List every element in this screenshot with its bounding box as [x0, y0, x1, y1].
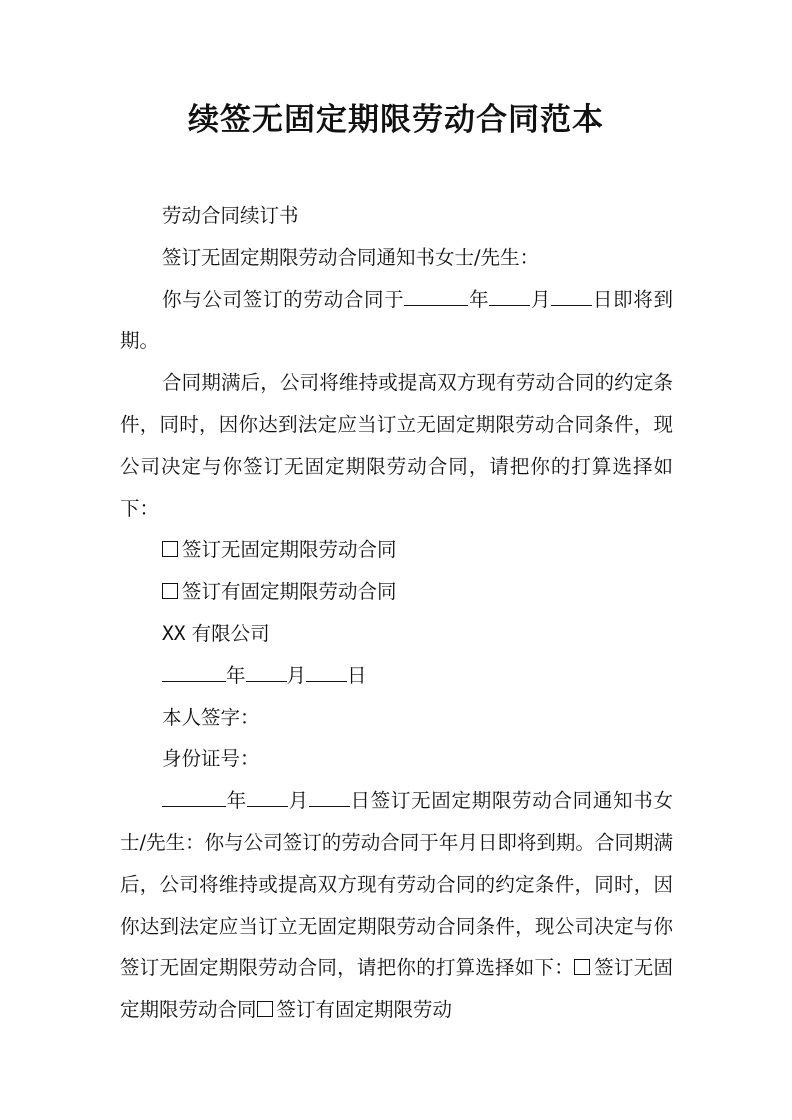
notice-title-text: 签订无固定期限劳动合同通知书女士/先生：	[162, 245, 540, 269]
id-number-label: 身份证号：	[162, 747, 260, 771]
id-number-line	[120, 738, 673, 780]
date-year-blank	[162, 665, 226, 682]
repeat-year-blank	[162, 790, 226, 807]
checkbox-fixed-term[interactable]	[162, 583, 178, 599]
expiry-text-end: 日即将到期。	[120, 287, 673, 353]
repeated-notice-paragraph	[120, 780, 673, 1031]
date-day-blank	[306, 665, 347, 682]
option-fixed-term	[120, 571, 673, 613]
repeat-day-blank	[309, 790, 350, 807]
renewal-text: 合同期满后，公司将维持或提高双方现有劳动合同的约定条件，同时，因你达到法定应当订立无固定期限劳动合同条件，现公司决定与你签订无固定期限劳动合同，请把你的打算选择如下：	[120, 371, 673, 520]
repeat-option-unfixed-term-label: 签订无固定期限劳动合同	[120, 956, 673, 1022]
repeat-checkbox-unfixed-term[interactable]	[574, 959, 590, 975]
date-year-label: 年	[226, 663, 246, 687]
document-body	[120, 195, 673, 1031]
notice-title-paragraph	[120, 237, 673, 279]
document-title: 续签无固定期限劳动合同范本	[188, 102, 604, 138]
expiry-paragraph	[120, 279, 673, 363]
expiry-month-label: 月	[530, 287, 552, 311]
heading-text: 劳动合同续订书	[162, 204, 299, 227]
company-date-line	[120, 655, 673, 697]
repeat-option-fixed-term-label: 签订有固定期限劳动	[276, 998, 453, 1022]
option-unfixed-term-label: 签订无固定期限劳动合同	[182, 538, 397, 562]
checkbox-unfixed-term[interactable]	[162, 541, 178, 557]
repeat-notice-text: 日签订无固定期限劳动合同通知书女士/先生：你与公司签订的劳动合同于年月日即将到期。合同期满后，公司将维持或提高双方现有劳动合同的约定条件，同时，因你达到法定应当订立无固定期限劳动合同条件，现公司决定与你签订无固定期限劳动合同，请把你的打算选择如下：	[120, 789, 673, 980]
company-name-rest: 有限公司	[185, 621, 270, 645]
repeat-checkbox-fixed-term[interactable]	[257, 1001, 273, 1017]
day-blank	[551, 289, 592, 306]
date-month-label: 月	[286, 663, 307, 687]
company-name-line	[120, 613, 673, 655]
date-month-blank	[246, 665, 287, 682]
month-blank	[489, 289, 530, 306]
expiry-text-start: 你与公司签订的劳动合同于	[162, 287, 405, 311]
year-blank	[404, 289, 468, 306]
signature-line	[120, 697, 673, 739]
option-unfixed-term	[120, 529, 673, 571]
repeat-month-label: 月	[287, 789, 309, 813]
expiry-year-label: 年	[468, 287, 490, 311]
signature-label: 本人签字：	[162, 705, 260, 729]
heading-paragraph	[120, 195, 673, 237]
company-mark: XX	[162, 621, 186, 645]
renewal-paragraph	[120, 362, 673, 529]
date-day-label: 日	[347, 663, 367, 687]
option-fixed-term-label: 签订有固定期限劳动合同	[182, 580, 397, 604]
repeat-month-blank	[247, 790, 288, 807]
repeat-year-label: 年	[226, 789, 247, 813]
